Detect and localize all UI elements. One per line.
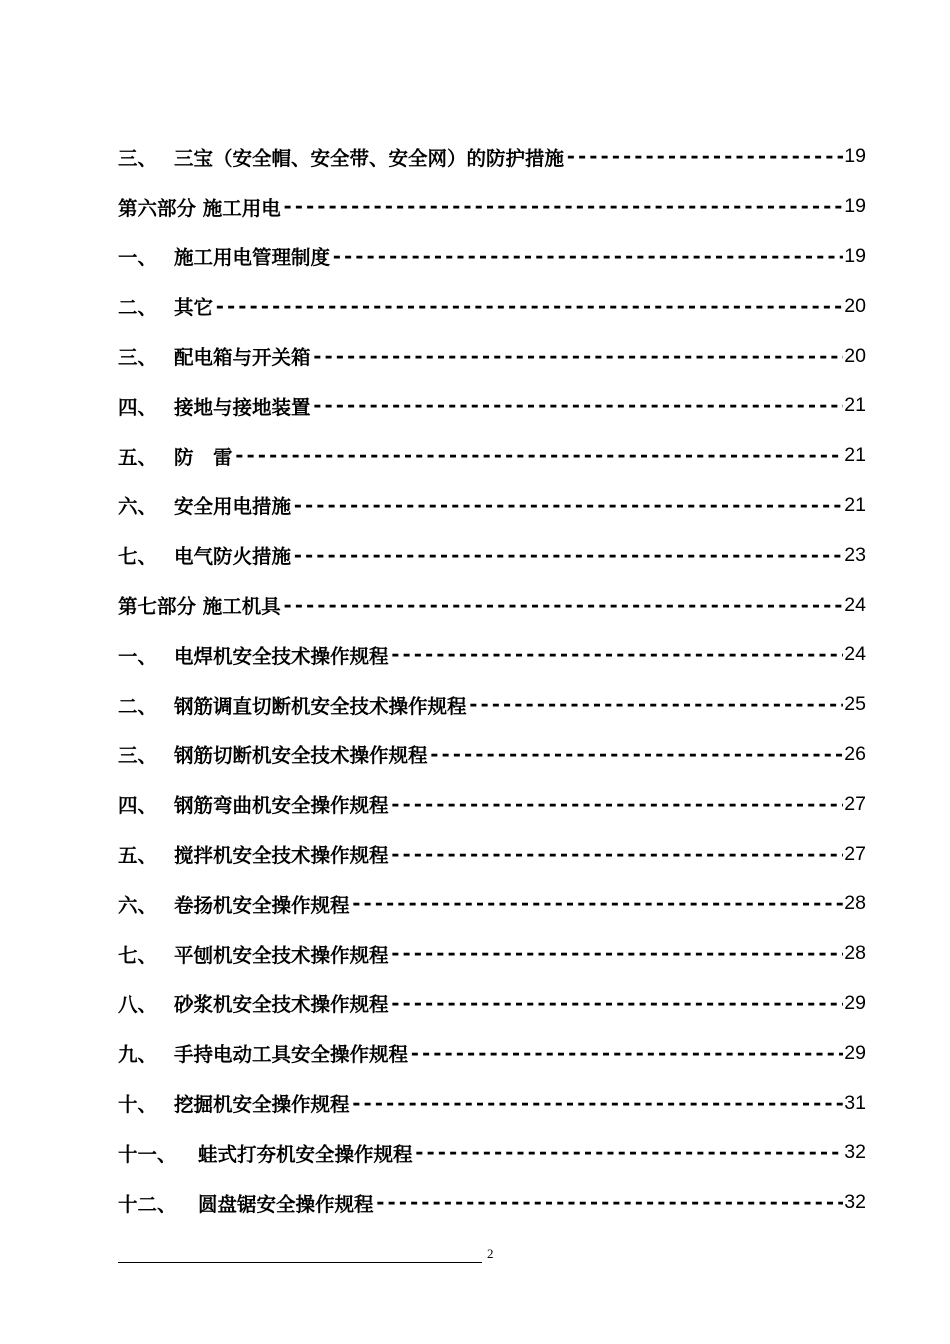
toc-entry-page: 21 <box>844 493 866 516</box>
dot-leader <box>282 195 844 218</box>
toc-entry-page: 27 <box>844 792 866 815</box>
toc-entry-title: 接地与接地装置 <box>174 395 311 419</box>
toc-entry-title: 电气防火措施 <box>174 545 292 569</box>
dot-leader <box>282 594 844 617</box>
dot-leader <box>331 245 843 268</box>
dot-leader <box>390 643 844 666</box>
toc-entry-page: 20 <box>844 294 866 317</box>
dot-leader <box>351 892 844 915</box>
toc-entry-title: 其它 <box>174 296 214 320</box>
toc-entry-number: 八、 <box>118 993 158 1017</box>
toc-entry-page: 31 <box>844 1091 866 1114</box>
toc-entry-page: 19 <box>844 244 866 267</box>
toc-entry-number: 四、 <box>118 395 158 419</box>
toc-entry-title: 施工用电管理制度 <box>174 246 331 270</box>
toc-entry-number: 七、 <box>118 545 158 569</box>
toc-entry[interactable] <box>118 730 866 780</box>
toc-entry-number: 十、 <box>118 1093 158 1117</box>
toc-entry[interactable] <box>118 1078 866 1128</box>
toc-entry-number: 十一、 <box>118 1142 177 1166</box>
toc-entry-title: 电焊机安全技术操作规程 <box>174 644 389 668</box>
toc-entry-page: 20 <box>844 344 866 367</box>
toc-entry-page: 29 <box>844 1041 866 1064</box>
toc-entry-page: 24 <box>844 593 866 616</box>
toc-entry[interactable] <box>118 530 866 580</box>
toc-entry[interactable] <box>118 680 866 730</box>
toc-entry-title: 砂浆机安全技术操作规程 <box>174 993 389 1017</box>
toc-entry-page: 21 <box>844 394 866 417</box>
toc-entry[interactable] <box>118 829 866 879</box>
toc-entry-number: 三、 <box>118 146 158 170</box>
toc-entry-number: 一、 <box>118 246 158 270</box>
footer-rule <box>118 1262 482 1263</box>
toc-entry-number: 一、 <box>118 644 158 668</box>
toc-entry-page: 28 <box>844 892 866 915</box>
toc-part-heading[interactable] <box>118 580 866 630</box>
toc-entry-page: 19 <box>844 145 866 168</box>
toc-entry-title: 安全用电措施 <box>174 495 292 519</box>
toc-entry-number: 六、 <box>118 893 158 917</box>
toc-entry-title: 钢筋弯曲机安全操作规程 <box>174 794 389 818</box>
dot-leader <box>409 1042 843 1065</box>
toc-entry-title: 防 雷 <box>174 445 233 469</box>
dot-leader <box>312 345 844 368</box>
toc-entry-number: 二、 <box>118 296 158 320</box>
toc-entry-title: 配电箱与开关箱 <box>174 346 311 370</box>
toc-entry-number: 九、 <box>118 1043 158 1067</box>
toc-entry-title: 钢筋调直切断机安全技术操作规程 <box>174 694 467 718</box>
dot-leader <box>390 843 844 866</box>
toc-entry-number: 十二、 <box>118 1192 177 1216</box>
dot-leader <box>390 793 844 816</box>
toc-entry[interactable] <box>118 281 866 331</box>
toc-entry-number: 五、 <box>118 844 158 868</box>
dot-leader <box>292 494 843 517</box>
toc-entry[interactable] <box>118 630 866 680</box>
toc-entry[interactable] <box>118 1128 866 1178</box>
toc-entry-page: 24 <box>844 643 866 666</box>
toc-entry-title: 圆盘锯安全操作规程 <box>198 1192 374 1216</box>
toc-entry-title: 第七部分 施工机具 <box>118 595 281 619</box>
toc-entry[interactable] <box>118 979 866 1029</box>
dot-leader <box>414 1141 844 1164</box>
toc-entry-title: 蛙式打夯机安全操作规程 <box>198 1142 413 1166</box>
toc-entry-number: 三、 <box>118 346 158 370</box>
toc-entry-page: 26 <box>844 742 866 765</box>
toc-entry-number: 五、 <box>118 445 158 469</box>
dot-leader <box>375 1191 844 1214</box>
toc-part-heading[interactable] <box>118 182 866 232</box>
toc-entry-title: 卷扬机安全操作规程 <box>174 893 350 917</box>
toc-entry[interactable] <box>118 879 866 929</box>
dot-leader <box>214 295 843 318</box>
toc-entry-number: 二、 <box>118 694 158 718</box>
toc-entry-page: 29 <box>844 991 866 1014</box>
dot-leader <box>351 1092 844 1115</box>
toc-entry-number: 七、 <box>118 943 158 967</box>
toc-entry-page: 32 <box>844 1141 866 1164</box>
dot-leader <box>565 145 843 168</box>
dot-leader <box>429 743 844 766</box>
toc-entry[interactable] <box>118 1178 866 1228</box>
toc-entry[interactable] <box>118 929 866 979</box>
toc-entry-title: 挖掘机安全操作规程 <box>174 1093 350 1117</box>
dot-leader <box>292 544 843 567</box>
toc-entry-number: 三、 <box>118 744 158 768</box>
toc-entry[interactable] <box>118 481 866 531</box>
dot-leader <box>468 693 844 716</box>
toc-entry-title: 三宝（安全帽、安全带、安全网）的防护措施 <box>174 146 565 170</box>
toc-entry-title: 手持电动工具安全操作规程 <box>174 1043 409 1067</box>
toc-entry[interactable] <box>118 1028 866 1078</box>
dot-leader <box>234 444 844 467</box>
toc-entry-page: 23 <box>844 543 866 566</box>
toc-entry-page: 19 <box>844 195 866 218</box>
dot-leader <box>390 992 844 1015</box>
toc-entry-number: 四、 <box>118 794 158 818</box>
toc-entry-title: 平刨机安全技术操作规程 <box>174 943 389 967</box>
toc-entry-number: 六、 <box>118 495 158 519</box>
toc-entry[interactable] <box>118 132 866 182</box>
toc-entry-page: 28 <box>844 942 866 965</box>
toc-entry-title: 第六部分 施工用电 <box>118 196 281 220</box>
toc-entry-title: 钢筋切断机安全技术操作规程 <box>174 744 428 768</box>
dot-leader <box>312 394 844 417</box>
page-number: 2 <box>487 1246 494 1261</box>
dot-leader <box>390 942 844 965</box>
toc-entry[interactable] <box>118 232 866 282</box>
table-of-contents <box>118 132 866 1228</box>
toc-entry[interactable] <box>118 381 866 431</box>
toc-entry-page: 25 <box>844 693 866 716</box>
toc-entry[interactable] <box>118 431 866 481</box>
toc-entry-title: 搅拌机安全技术操作规程 <box>174 844 389 868</box>
toc-entry-page: 32 <box>844 1191 866 1214</box>
toc-entry-page: 21 <box>844 444 866 467</box>
toc-entry[interactable] <box>118 779 866 829</box>
toc-entry-page: 27 <box>844 842 866 865</box>
toc-entry[interactable] <box>118 331 866 381</box>
